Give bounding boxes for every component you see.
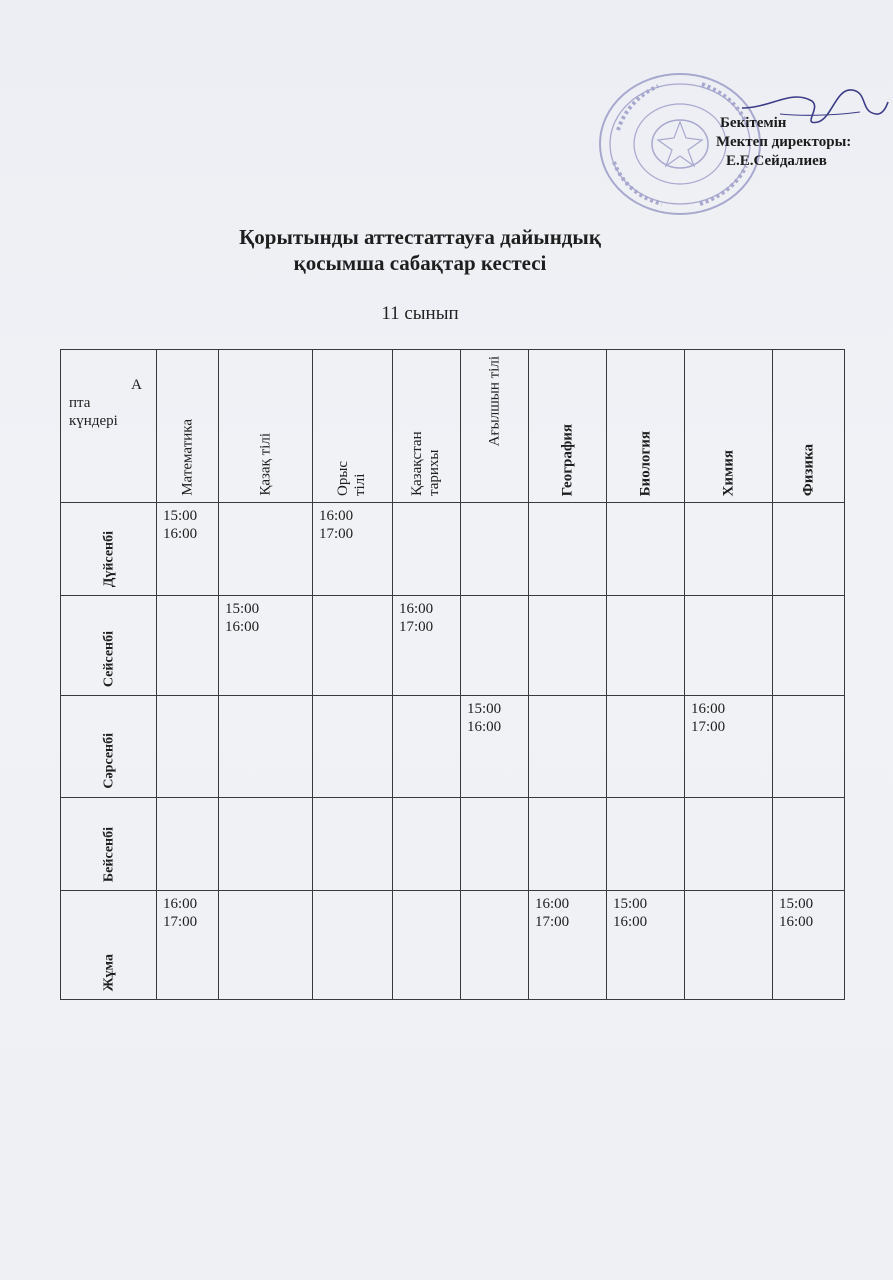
end-time: 17:00 xyxy=(691,719,726,735)
lesson-time xyxy=(313,503,392,543)
table-row xyxy=(61,798,845,891)
schedule-cell xyxy=(219,891,313,1000)
header-subject-geography xyxy=(529,350,607,503)
header-subject-kazakh xyxy=(219,350,313,503)
schedule-cell xyxy=(529,891,607,1000)
lesson-time xyxy=(607,891,684,931)
day-label: Дүйсенбі xyxy=(101,530,116,587)
end-time: 17:00 xyxy=(399,619,434,635)
corner-line-2: күндері xyxy=(69,413,118,429)
grade-label: 11 сынып xyxy=(381,303,459,324)
schedule-cell xyxy=(461,891,529,1000)
corner-letter: А xyxy=(131,377,142,393)
schedule-cell xyxy=(393,596,461,696)
subject-label: Қазақстан тарихы xyxy=(408,431,442,496)
schedule-cell xyxy=(393,798,461,891)
schedule-cell xyxy=(219,696,313,798)
schedule-cell xyxy=(461,696,529,798)
start-time: 15:00 xyxy=(163,508,198,524)
subject-label: Физика xyxy=(800,443,816,496)
schedule-cell xyxy=(461,798,529,891)
approval-line-approve: Бекітемін xyxy=(720,115,787,131)
lesson-time xyxy=(157,503,218,543)
lesson-time xyxy=(685,696,772,736)
header-subject-physics xyxy=(773,350,845,503)
day-cell xyxy=(61,596,157,696)
schedule-cell xyxy=(685,891,773,1000)
day-cell xyxy=(61,503,157,596)
schedule-cell xyxy=(313,696,393,798)
subject-label: Химия xyxy=(720,449,736,496)
day-label: Бейсенбі xyxy=(101,826,116,882)
subject-label: География xyxy=(559,423,575,496)
schedule-cell xyxy=(685,696,773,798)
start-time: 16:00 xyxy=(691,701,726,717)
header-subject-russian xyxy=(313,350,393,503)
schedule-cell xyxy=(393,503,461,596)
day-label: Сәрсенбі xyxy=(101,733,116,789)
schedule-cell xyxy=(773,596,845,696)
lesson-time xyxy=(393,596,460,636)
day-label: Жұма xyxy=(101,953,116,991)
subject-label: Қазақ тілі xyxy=(257,433,273,496)
schedule-cell xyxy=(773,696,845,798)
schedule-cell xyxy=(529,696,607,798)
day-cell xyxy=(61,696,157,798)
schedule-cell xyxy=(461,596,529,696)
schedule-cell xyxy=(157,503,219,596)
schedule-cell xyxy=(607,891,685,1000)
end-time: 16:00 xyxy=(225,619,260,635)
title-line-2: қосымша сабақтар кестесі xyxy=(293,251,547,275)
header-subject-math xyxy=(157,350,219,503)
schedule-cell xyxy=(773,798,845,891)
table-row xyxy=(61,891,845,1000)
end-time: 16:00 xyxy=(163,526,198,542)
header-subject-biology xyxy=(607,350,685,503)
end-time: 16:00 xyxy=(613,914,648,930)
schedule-cell xyxy=(393,891,461,1000)
subject-label: Биология xyxy=(637,430,653,496)
schedule-cell xyxy=(313,596,393,696)
approval-line-name: Е.Е.Сейдалиев xyxy=(726,153,827,169)
schedule-cell xyxy=(219,596,313,696)
schedule-table xyxy=(60,349,845,1000)
schedule-cell xyxy=(685,798,773,891)
schedule-cell xyxy=(607,596,685,696)
subject-label: Орыс тілі xyxy=(334,460,368,496)
corner-line-1: пта xyxy=(69,395,91,411)
header-subject-history xyxy=(393,350,461,503)
schedule-cell xyxy=(773,503,845,596)
end-time: 17:00 xyxy=(163,914,198,930)
lesson-time xyxy=(461,696,528,736)
table-row xyxy=(61,696,845,798)
schedule-cell xyxy=(157,596,219,696)
start-time: 15:00 xyxy=(225,601,260,617)
end-time: 17:00 xyxy=(319,526,354,542)
schedule-cell xyxy=(313,798,393,891)
title-line-1: Қорытынды аттестаттауға дайындық xyxy=(239,225,601,249)
day-cell xyxy=(61,891,157,1000)
end-time: 16:00 xyxy=(779,914,814,930)
start-time: 16:00 xyxy=(535,896,570,912)
schedule-cell xyxy=(157,891,219,1000)
end-time: 16:00 xyxy=(467,719,502,735)
schedule-cell xyxy=(773,891,845,1000)
document-title xyxy=(140,224,700,276)
table-row xyxy=(61,596,845,696)
start-time: 15:00 xyxy=(613,896,648,912)
schedule-body xyxy=(61,503,845,1000)
schedule-cell xyxy=(461,503,529,596)
day-label: Сейсенбі xyxy=(101,630,116,687)
lesson-time xyxy=(529,891,606,931)
header-row xyxy=(61,350,845,503)
schedule-cell xyxy=(157,798,219,891)
start-time: 15:00 xyxy=(467,701,502,717)
corner-label xyxy=(69,394,118,430)
schedule-cell xyxy=(607,696,685,798)
start-time: 16:00 xyxy=(163,896,198,912)
lesson-time xyxy=(773,891,844,931)
header-subject-chemistry xyxy=(685,350,773,503)
schedule-cell xyxy=(157,696,219,798)
schedule-cell xyxy=(607,798,685,891)
schedule-cell xyxy=(529,503,607,596)
start-time: 16:00 xyxy=(319,508,354,524)
schedule-cell xyxy=(685,503,773,596)
approval-block xyxy=(716,114,886,171)
schedule-cell xyxy=(313,891,393,1000)
header-subject-english xyxy=(461,350,529,503)
header-corner-cell xyxy=(61,350,157,503)
schedule-cell xyxy=(607,503,685,596)
schedule-cell xyxy=(529,596,607,696)
schedule-cell xyxy=(219,798,313,891)
approval-line-position: Мектеп директоры: xyxy=(716,134,852,150)
lesson-time xyxy=(157,891,218,931)
start-time: 15:00 xyxy=(779,896,814,912)
schedule-cell xyxy=(219,503,313,596)
subject-label: Математика xyxy=(179,419,195,496)
end-time: 17:00 xyxy=(535,914,570,930)
subject-label: Ағылшын тілі xyxy=(486,356,502,447)
schedule-cell xyxy=(529,798,607,891)
table-row xyxy=(61,503,845,596)
schedule-cell xyxy=(685,596,773,696)
start-time: 16:00 xyxy=(399,601,434,617)
lesson-time xyxy=(219,596,312,636)
schedule-cell xyxy=(393,696,461,798)
day-cell xyxy=(61,798,157,891)
schedule-cell xyxy=(313,503,393,596)
